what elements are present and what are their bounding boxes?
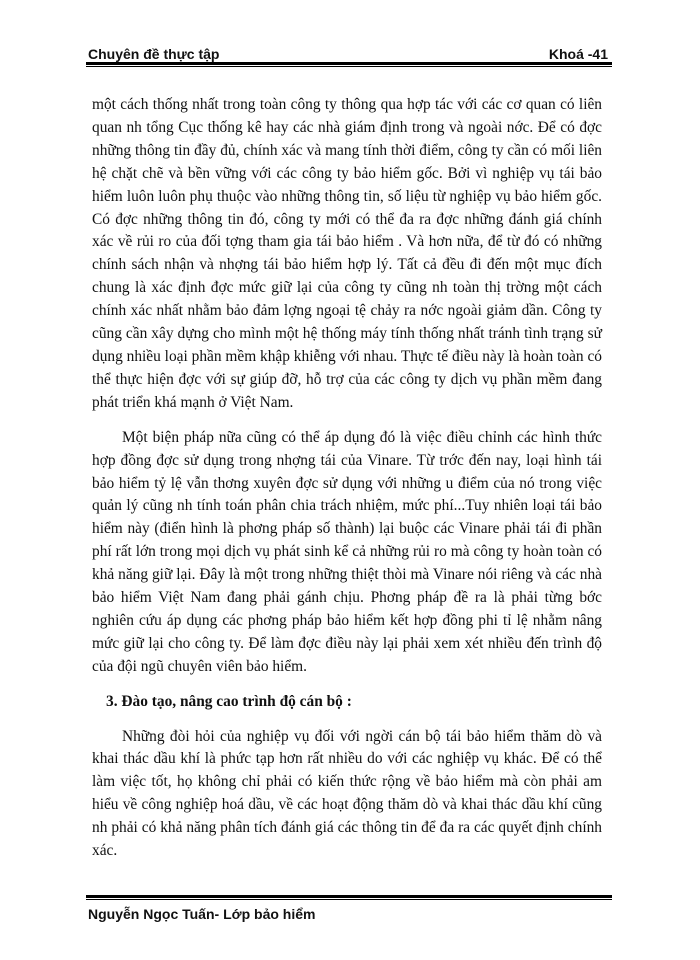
paragraph-continuation: một cách thống nhất trong toàn công ty thông qua hợp tác với các cơ quan có liên quan nh tổng Cục thống kê hay các nhà giám định trong và ngoài nớc. Để có đợc những thông tin đầy đủ, chính xác và mang tính thời điểm, công ty cần có mối liên hệ chặt chẽ và bền vững với các công ty bảo hiểm gốc. Bởi vì nghiệp vụ tái bảo hiểm luôn luôn phụ thuộc vào những thông tin, số liệu từ nghiệp vụ bảo hiểm gốc. Có đợc những thông tin đó, công ty mới có thể đa ra đợc những đánh giá chính xác về rủi ro của đối tợng tham gia tái bảo hiểm . Và hơn nữa, để từ đó có những chính sách nhận và nhợng tái bảo hiểm hợp lý. Tất cả đều đi đến một mục đích chung là xác định đợc mức giữ lại của công ty cũng nh toàn thị trờng một cách chính xác nhất nhằm bảo đảm lợng ngoại tệ chảy ra nớc ngoài giảm dần. Công ty cũng cần xây dựng cho mình một hệ thống máy tính thống nhất tránh tình trạng sử dụng nhiều loại phần mềm khập khiễng với nhau. Thực tế điều này là hoàn toàn có thể thực hiện đợc với sự giúp đỡ, hỗ trợ của các công ty dịch vụ phần mềm đang phát triển khá mạnh ở Việt Nam. [92,96,602,411]
footer-rule-thin [86,899,612,900]
header-rule-thick [86,62,612,65]
header-rule-thin [86,66,612,67]
page-header [88,40,608,62]
footer-rule-thick [86,895,612,898]
paragraph-training: Những đòi hỏi của nghiệp vụ đối với ngời cán bộ tái bảo hiểm thăm dò và khai thác dầu khí là phức tạp hơn rất nhiều do với các nghiệp vụ khác. Để có thể làm việc tốt, họ không chỉ phải có kiến thức rộng về bảo hiểm mà còn phải am hiểu về công nghiệp hoá dầu, về các hoạt động thăm dò và khai thác dầu khí cũng nh phải có khả năng phân tích đánh giá các thông tin để đa ra các quyết định chính xác. [92,727,602,860]
page-footer-author: Nguyễn Ngọc Tuấn- Lớp bảo hiểm [88,906,316,922]
header-course: Khoá -41 [548,46,608,62]
header-document-type: Chuyên đề thực tập [88,46,220,62]
paragraph-contract-adjustment: Một biện pháp nữa cũng có thể áp dụng đó là việc điều chỉnh các hình thức hợp đồng đợc sử dụng trong nhợng tái của Vinare. Từ trớc đến nay, loại hình tái bảo hiểm tỷ lệ vẫn thơng xuyên đợc sử dụng với những u điểm của nó trong việc quản lý cũng nh tính toán phân chia trách nhiệm, mức phí...Tuy nhiên loại tái bảo hiểm này (điển hình là phơng pháp số thành) lại buộc các Vinare phải tái đi phần phí rất lớn trong mọi dịch vụ phát sinh kể cả những rủi ro mà công ty hoàn toàn có khả năng giữ lại. Đây là một trong những thiệt thòi mà Vinare nói riêng và các nhà bảo hiểm Việt Nam đang phải gánh chịu. Phơng pháp đề ra là phải từng bớc nghiên cứu áp dụng các phơng pháp bảo hiểm kết hợp đồng phi tỉ lệ nhằm nâng mức giữ lại cho công ty. Để làm đợc điều này lại phải xem xét nhiều đến trình độ của đội ngũ chuyên viên bảo hiểm. [92,428,602,675]
page-body [92,94,602,863]
section-heading-training: 3. Đào tạo, nâng cao trình độ cán bộ : [106,692,352,710]
